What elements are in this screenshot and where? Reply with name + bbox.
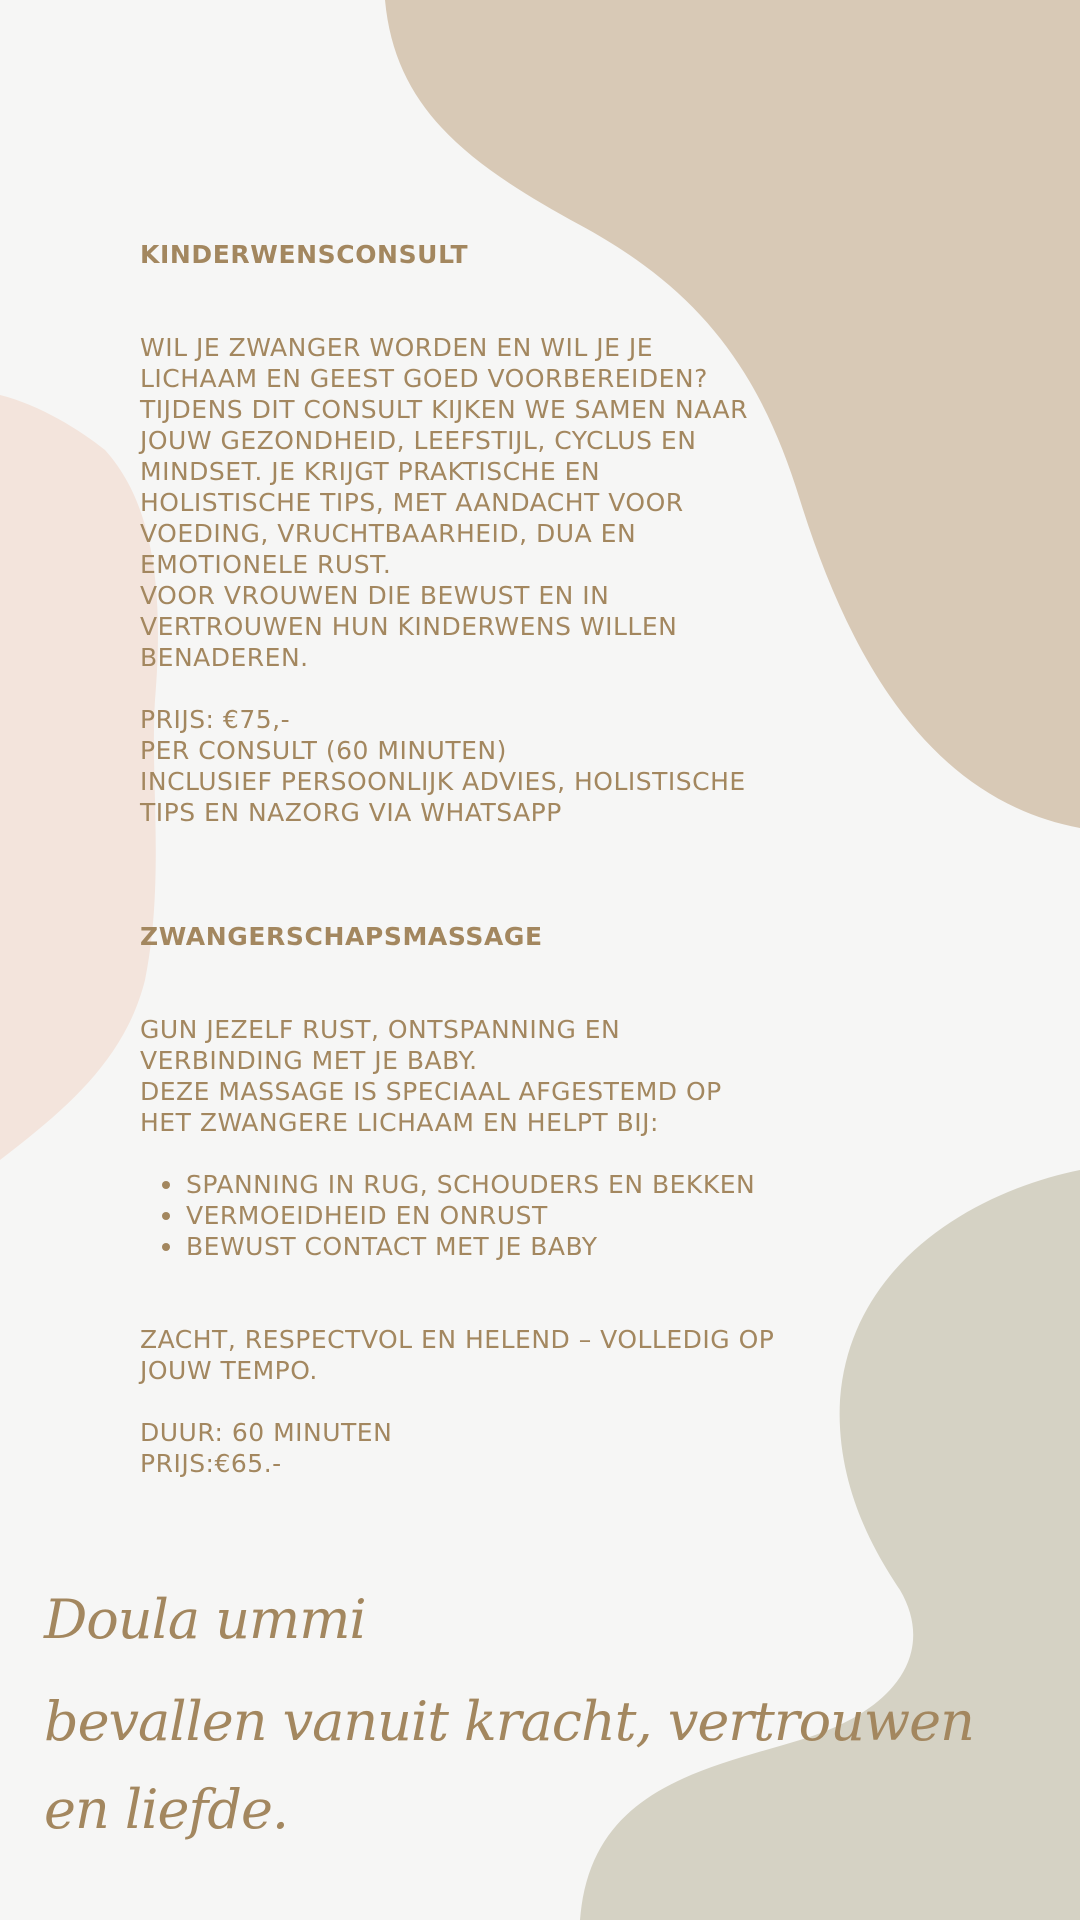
list-item: BEWUST CONTACT MET JE BABY xyxy=(140,1231,755,1262)
duration-line: DUUR: 60 MINUTEN xyxy=(140,1418,393,1447)
text-line: HOLISTISCHE TIPS, MET AANDACHT VOOR xyxy=(140,488,684,517)
massage-details xyxy=(140,1417,860,1479)
text-line: INCLUSIEF PERSOONLIJK ADVIES, HOLISTISCHE xyxy=(140,767,746,796)
signature-tagline-line1: bevallen vanuit kracht, vertrouwen xyxy=(44,1690,974,1753)
zwangerschapsmassage-description xyxy=(140,1014,860,1138)
text-line: BENADEREN. xyxy=(140,643,309,672)
text-line: JOUW TEMPO. xyxy=(140,1356,318,1385)
price-line: PRIJS: €75,- xyxy=(140,705,291,734)
zwangerschapsmassage-title: ZWANGERSCHAPSMASSAGE xyxy=(140,922,543,951)
text-line: VOEDING, VRUCHTBAARHEID, DUA EN xyxy=(140,519,637,548)
text-line: TIPS EN NAZORG VIA WHATSAPP xyxy=(140,798,562,827)
massage-closing xyxy=(140,1324,920,1386)
text-line: HET ZWANGERE LICHAAM EN HELPT BIJ: xyxy=(140,1108,659,1137)
text-line: VOOR VROUWEN DIE BEWUST EN IN xyxy=(140,581,610,610)
text-line: GUN JEZELF RUST, ONTSPANNING EN xyxy=(140,1015,621,1044)
kinderwensconsult-title: KINDERWENSCONSULT xyxy=(140,240,469,269)
text-line: MINDSET. JE KRIJGT PRAKTISCHE EN xyxy=(140,457,601,486)
text-line: TIJDENS DIT CONSULT KIJKEN WE SAMEN NAAR xyxy=(140,395,748,424)
price-line: PRIJS:€65.- xyxy=(140,1449,282,1478)
blob-left xyxy=(0,395,158,1160)
text-line: EMOTIONELE RUST. xyxy=(140,550,392,579)
text-line: ZACHT, RESPECTVOL EN HELEND – VOLLEDIG OP xyxy=(140,1325,775,1354)
signature-tagline-line2: en liefde. xyxy=(44,1778,289,1841)
text-line: JOUW GEZONDHEID, LEEFSTIJL, CYCLUS EN xyxy=(140,426,697,455)
blob-bottom-right xyxy=(580,1170,1080,1920)
text-line: PER CONSULT (60 MINUTEN) xyxy=(140,736,507,765)
massage-benefits-list xyxy=(140,1169,755,1262)
text-line: LICHAAM EN GEEST GOED VOORBEREIDEN? xyxy=(140,364,708,393)
text-line: WIL JE ZWANGER WORDEN EN WIL JE JE xyxy=(140,333,654,362)
signature-name: Doula ummi xyxy=(44,1588,366,1651)
kinderwensconsult-description xyxy=(140,332,860,673)
kinderwensconsult-pricing xyxy=(140,704,860,828)
text-line: VERBINDING MET JE BABY. xyxy=(140,1046,478,1075)
list-item: VERMOEIDHEID EN ONRUST xyxy=(140,1200,755,1231)
list-item: SPANNING IN RUG, SCHOUDERS EN BEKKEN xyxy=(140,1169,755,1200)
text-line: VERTROUWEN HUN KINDERWENS WILLEN xyxy=(140,612,678,641)
text-line: DEZE MASSAGE IS SPECIAAL AFGESTEMD OP xyxy=(140,1077,722,1106)
